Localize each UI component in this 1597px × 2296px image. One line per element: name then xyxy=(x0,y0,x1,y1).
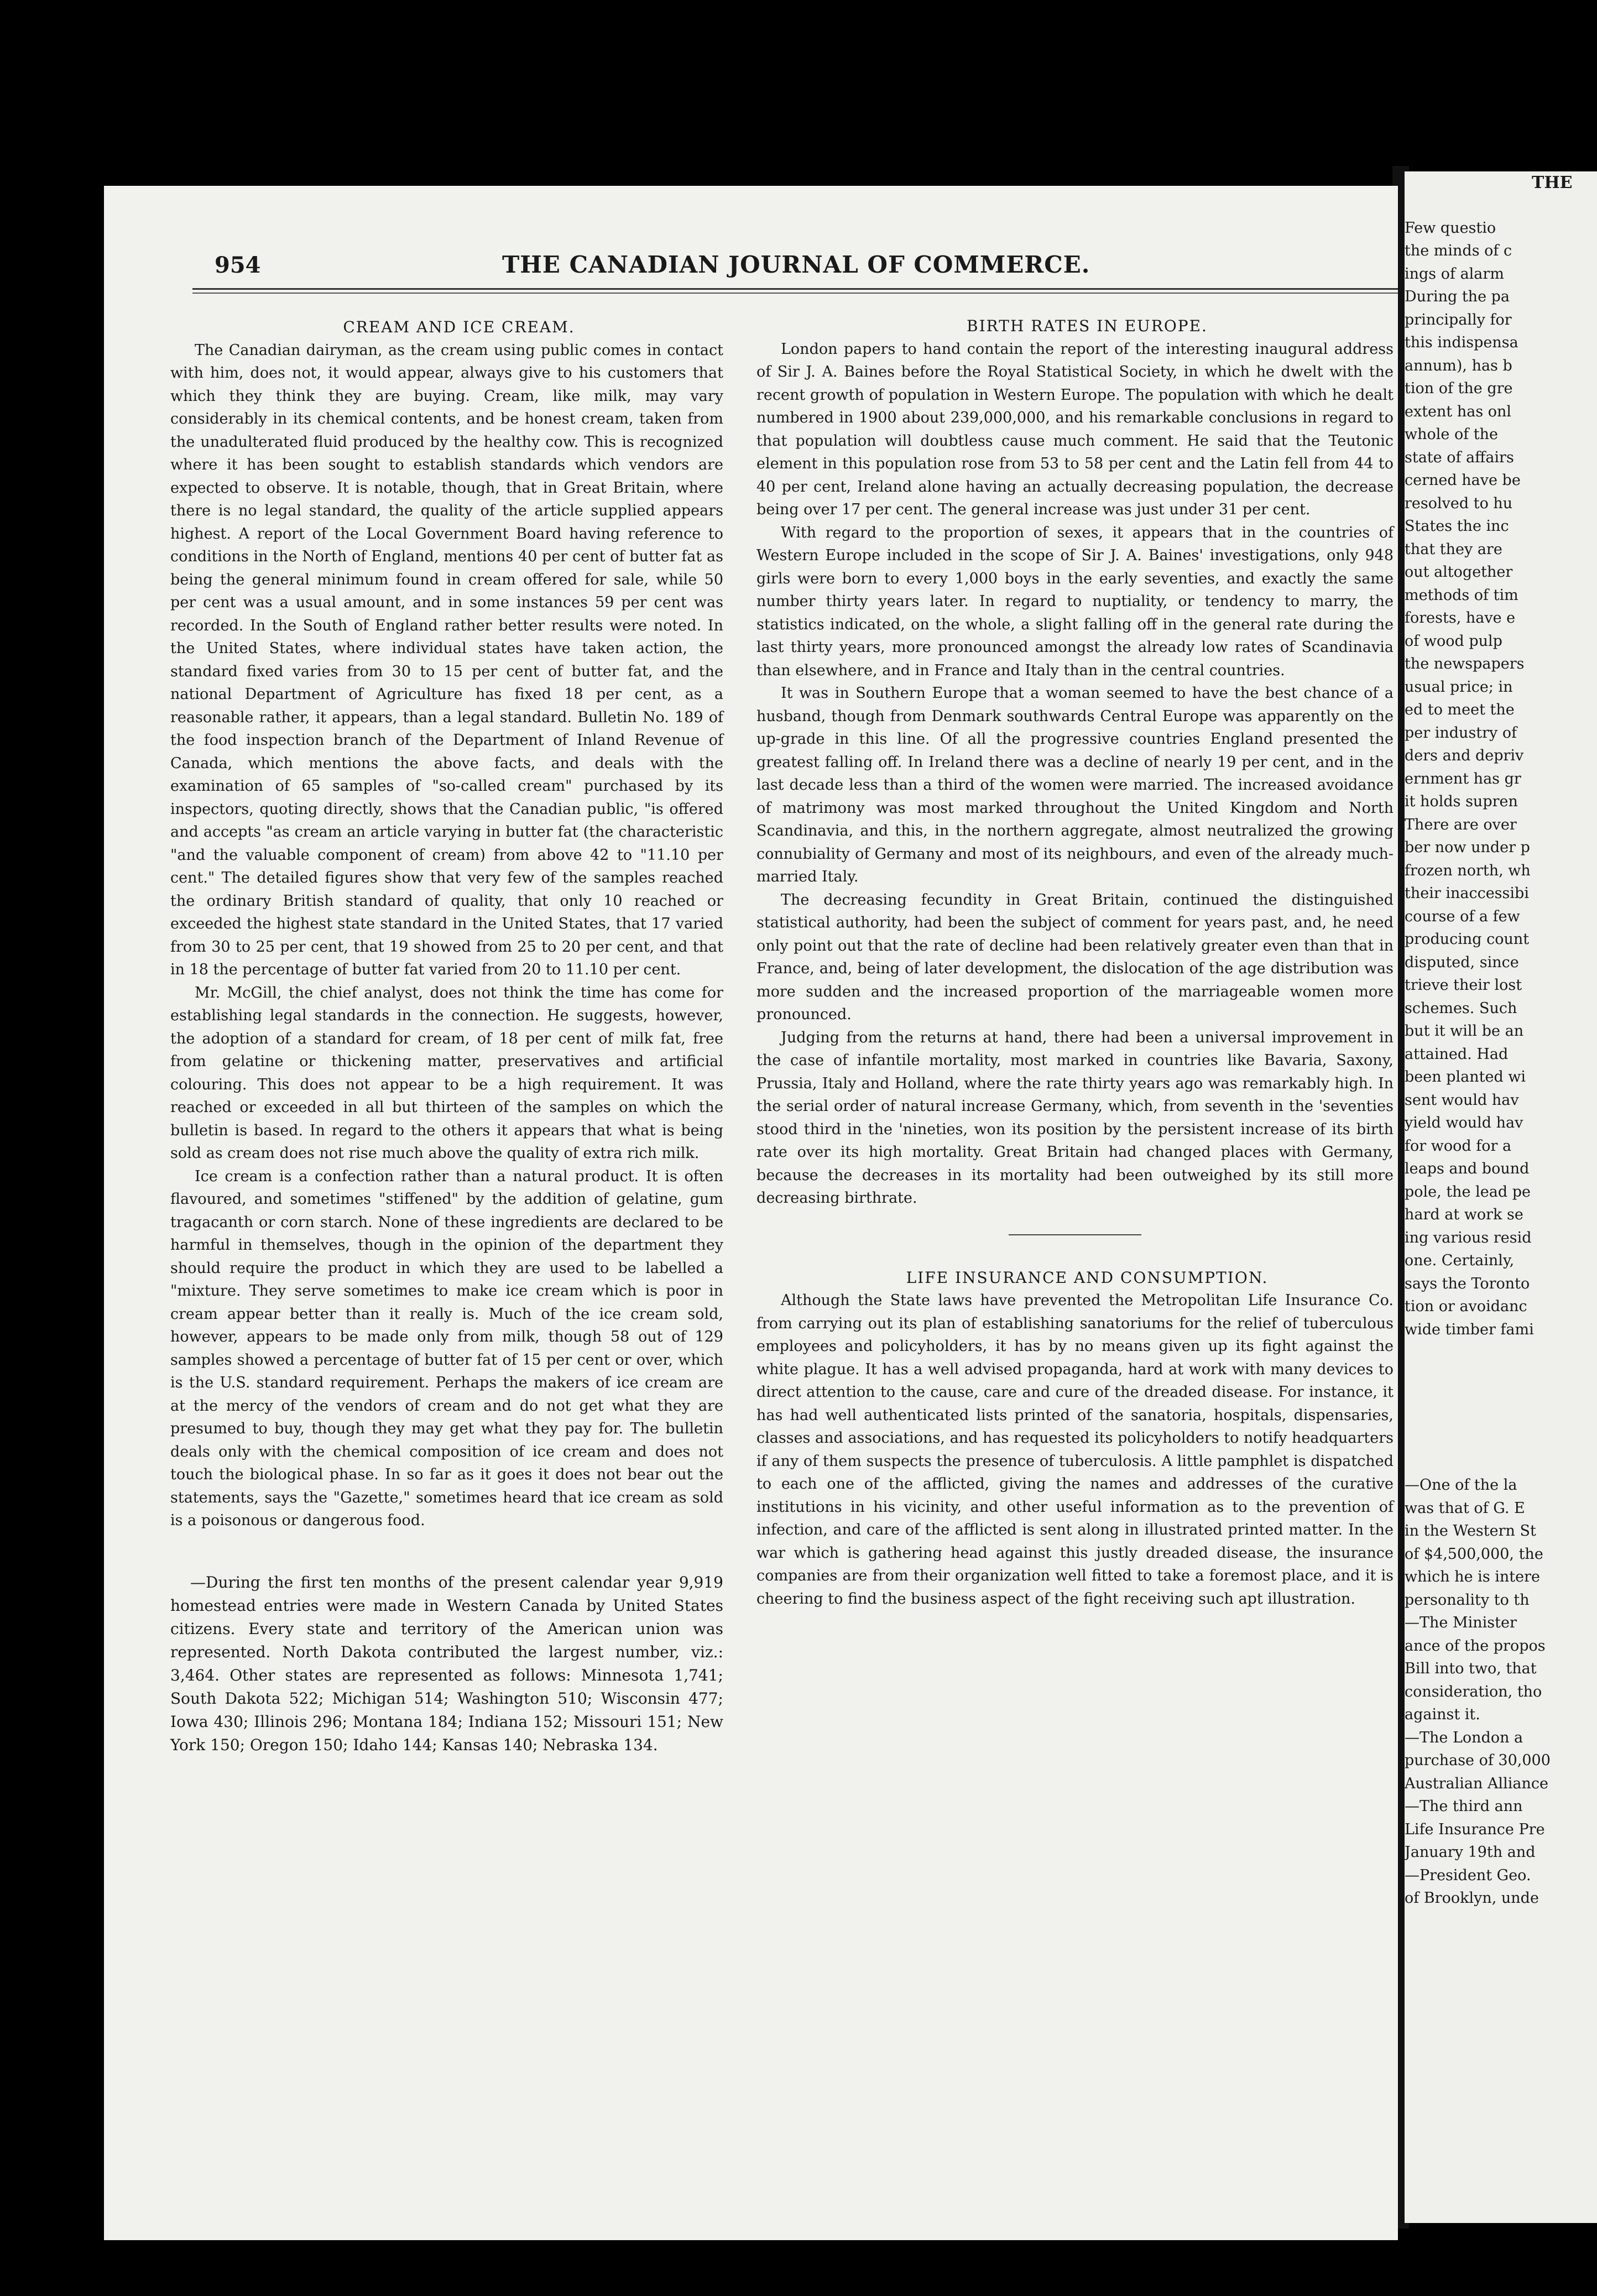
adjacent-lines-top xyxy=(1405,217,1597,1342)
article-heading-birth-rates: BIRTH RATES IN EUROPE. xyxy=(967,317,1208,335)
homestead-note xyxy=(170,1571,723,1757)
adjacent-line: pole, the lead pe xyxy=(1405,1183,1531,1201)
adjacent-line: says the Toronto xyxy=(1405,1275,1530,1292)
article-heading-cream: CREAM AND ICE CREAM. xyxy=(343,318,575,336)
adjacent-column-fragment xyxy=(1405,171,1597,1910)
adjacent-line: Australian Alliance xyxy=(1405,1775,1548,1792)
article-paragraph: Although the State laws have prevented the Metropolitan Life Insurance Co. from carrying out its plan of establishing sanatoriums for the relief of tuberculous employees and policyholders, it has by no means given up its fight against the white plague. It has a well advised propaganda, hard at work with many devices to direct attention to the cause, care and cure of the dreaded disease. For instance, it has had well authenticated lists printed of the sanatoria, hospitals, dispensaries, classes and associations, and has requested its policyholders to notify headquarters if any of them suspects the presence of tuberculosis. A little pamphlet is dispatched to each one of the afflicted, giving the names and addresses of the curative institutions in his vicinity, and other useful information as to the prevention of infection, and care of the afflicted is sent along in illustrated printed matter. In the war which is gathering head against this justly dreaded disease, the insurance companies are from their organization well fitted to take a foremost place, and it is cheering to find the business aspect of the fight receiving such apt illustration. xyxy=(756,1292,1394,1608)
article-paragraph: Judging from the returns at hand, there had been a universal improvement in the case of infantile mortality, most marked in countries like Bavaria, Saxony, Prussia, Italy and Holland, where the rate thirty years ago was remarkably high. In the serial order of natural increase Germany, which, from seventh in the 'seventies stood third in the 'nineties, won its position by the persistent increase of its birth rate over its high mortality. Great Britain had changed places with Germany, because the decreases in its mortality had been outweighed by its still more decreasing birthrate. xyxy=(756,1029,1394,1207)
adjacent-line: of Brooklyn, unde xyxy=(1405,1890,1539,1907)
adjacent-line: ernment has gr xyxy=(1405,770,1521,787)
adjacent-line: frozen north, wh xyxy=(1405,862,1531,879)
adjacent-line: forests, have e xyxy=(1405,609,1516,627)
page-number: 954 xyxy=(215,252,261,278)
adjacent-line: it holds supren xyxy=(1405,793,1518,810)
adjacent-line: hard at work se xyxy=(1405,1206,1523,1223)
section-divider xyxy=(1009,1234,1141,1235)
adjacent-line: tion or avoidanc xyxy=(1405,1298,1527,1315)
adjacent-line: purchase of 30,000 xyxy=(1405,1752,1551,1769)
adjacent-line: personality to th xyxy=(1405,1591,1530,1609)
adjacent-line: States the inc xyxy=(1405,518,1509,535)
adjacent-line: course of a few xyxy=(1405,907,1520,925)
journal-title: THE CANADIAN JOURNAL OF COMMERCE. xyxy=(502,251,1090,278)
adjacent-line: —One of the la xyxy=(1405,1476,1517,1494)
adjacent-line: tion of the gre xyxy=(1405,380,1513,397)
adjacent-line: usual price; in xyxy=(1405,678,1513,696)
adjacent-line: against it. xyxy=(1405,1706,1480,1723)
article-paragraph: Ice cream is a confection rather than a natural product. It is often flavoured, and sometimes "stiffened" by the addition of gelatine, gum tragacanth or corn starch. None of these ingredients are declared to be harmful in themselves, though in the opinion of the department they should require the product in which they are used to be labelled a "mixture. They serve sometimes to make ice cream which is poor in cream appear better than it really is. Much of the ice cream sold, however, appears to be made only from milk, though 58 out of 129 samples showed a percentage of butter fat of 15 per cent or over, which is the U.S. standard requirement. Perhaps the makers of ice cream are at the mercy of the vendors of cream and do not get what they are presumed to buy, though they may get what they pay for. The bulletin deals only with the chemical composition of ice cream and does not touch the biological phase. In so far as it goes it does not bear out the statements, says the "Gazette," sometimes heard that ice cream as sold is a poisonous or dangerous food. xyxy=(170,1167,723,1529)
adjacent-line: yield would hav xyxy=(1405,1114,1523,1131)
adjacent-line: this indispensa xyxy=(1405,334,1518,351)
article-paragraph: Mr. McGill, the chief analyst, does not think the time has come for establishing legal standards in the connection. He suggests, however, the adoption of a standard for cream, of 18 per cent of milk fat, free from gelatine or thickening matter, preservatives and artificial colouring. This does not appear to be a high requirement. It was reached or exceeded in all but thirteen of the samples on which the bulletin is based. In regard to the others it appears that what is being sold as cream does not rise much above the quality of extra rich milk. xyxy=(170,984,723,1162)
section-spacer xyxy=(170,1532,723,1571)
adjacent-line: producing count xyxy=(1405,931,1530,948)
adjacent-line: During the pa xyxy=(1405,288,1510,305)
adjacent-line: one. Certainly, xyxy=(1405,1252,1515,1269)
adjacent-line: of wood pulp xyxy=(1405,632,1502,650)
adjacent-line: annum), has b xyxy=(1405,357,1512,374)
adjacent-line: Few questio xyxy=(1405,219,1496,237)
adjacent-line: —President Geo. xyxy=(1405,1866,1531,1884)
adjacent-lines-bottom xyxy=(1405,1474,1597,1910)
adjacent-line: ance of the propos xyxy=(1405,1637,1546,1655)
adjacent-heading: THE xyxy=(1532,173,1573,192)
journal-page xyxy=(104,186,1398,2240)
adjacent-line: —The third ann xyxy=(1405,1798,1523,1815)
adjacent-line: which he is intere xyxy=(1405,1568,1540,1585)
adjacent-line: but it will be an xyxy=(1405,1022,1524,1040)
adjacent-line: of $4,500,000, the xyxy=(1405,1545,1543,1563)
header-rule xyxy=(192,288,1398,290)
adjacent-line: for wood for a xyxy=(1405,1137,1512,1155)
article-paragraph: It was in Southern Europe that a woman seemed to have the best chance of a husband, though from Denmark southwards Central Europe was apparently on the up-grade in this line. Of all the progressive countries England presented the greatest falling off. In Ireland there was a decline of nearly 19 per cent, and in the last decade less than a third of the women were married. The increased avoidance of matrimony was most marked throughout the United Kingdom and North Scandinavia, and this, in the northern aggregate, almost neutralized the growing connubiality of Germany and most of its neighbours, and even of the already much-married Italy. xyxy=(756,685,1394,885)
adjacent-line: ders and depriv xyxy=(1405,747,1524,764)
article-paragraph: London papers to hand contain the report of the interesting inaugural address of Sir J. A. Baines before the Royal Statistical Society, in which he dwelt with the recent growth of population in Western Europe. The population with which he dealt numbered in 1900 about 239,000,000, and his remarkable conclusions in regard to that population will doubtless cause much comment. He said that the Teutonic element in this population rose from 53 to 58 per cent and the Latin fell from 44 to 40 per cent, Ireland alone having an actually decreasing population, the decrease being over 17 per cent. The general increase was just under 31 per cent. xyxy=(756,340,1394,518)
column-left xyxy=(170,316,723,1757)
adjacent-spacer xyxy=(1405,1341,1597,1474)
adjacent-line: consideration, tho xyxy=(1405,1683,1542,1700)
adjacent-line: There are over xyxy=(1405,816,1517,833)
adjacent-line: that they are xyxy=(1405,540,1502,558)
adjacent-line: disputed, since xyxy=(1405,953,1519,971)
adjacent-line: January 19th and xyxy=(1405,1844,1536,1861)
adjacent-line: the minds of c xyxy=(1405,242,1512,259)
adjacent-line: been planted wi xyxy=(1405,1068,1526,1086)
adjacent-line: principally for xyxy=(1405,311,1512,328)
adjacent-line: per industry of xyxy=(1405,724,1517,742)
column-right xyxy=(756,315,1394,1610)
article-paragraph: The Canadian dairyman, as the cream using public comes in contact with him, does not, it would appear, always give to his customers that which they think they are buying. Cream, like milk, may vary considerably in its chemical contents, and be honest cream, taken from the unadulterated fluid produced by the healthy cow. This is recognized where it has been sought to establish standards which vendors are expected to observe. It is notable, though, that in Great Britain, where there is no legal standard, the quality of the article supplied appears highest. A report of the Local Government Board having reference to conditions in the North of England, mentions 40 per cent of butter fat as being the general minimum found in cream offered for sale, while 50 per cent was a usual amount, and in some instances 59 per cent was recorded. In the South of England rather better results were noted. In the United States, where individual states have taken action, the standard fixed varies from 30 to 15 per cent of butter fat, and the national Department of Agriculture has fixed 18 per cent, as a reasonable rather, it appears, than a legal standard. Bulletin No. 189 of the food inspection branch of the Department of Inland Revenue of Canada, which mentions the above facts, and deals with the examination of 65 samples of "so-called cream" purchased by its inspectors, quoting directly, shows that the Canadian public, "is offered and accepts "as cream an article varying in butter fat (the characteristic "and the valuable component of cream) from above 42 to "11.10 per cent." The detailed figures show that very few of the samples reached the ordinary British standard of quality, that only 10 reached or exceeded the highest state standard in the United States, that 17 varied from 30 to 25 per cent, that 19 showed from 25 to 20 per cent, and that in 18 the percentage of butter fat varied from 20 to 11.10 per cent. xyxy=(170,341,723,978)
adjacent-line: wide timber fami xyxy=(1405,1321,1534,1338)
adjacent-line: attained. Had xyxy=(1405,1045,1509,1063)
adjacent-line: —The London a xyxy=(1405,1729,1523,1746)
adjacent-line: in the Western St xyxy=(1405,1522,1536,1540)
adjacent-line: trieve their lost xyxy=(1405,977,1522,994)
adjacent-line: out altogether xyxy=(1405,563,1513,581)
adjacent-line: their inaccessibi xyxy=(1405,885,1529,902)
adjacent-line: ings of alarm xyxy=(1405,265,1504,283)
homestead-note-text: —During the first ten months of the present calendar year 9,919 homestead entries were made in Western Canada by United States citizens. Every state and territory of the American union was represented. North Dakota contributed the largest number, viz.: 3,464. Other states are represented as follows: Minnesota 1,741; South Dakota 522; Michigan 514; Washington 510; Wisconsin 477; Iowa 430; Illinois 296; Montana 184; Indiana 152; Missouri 151; New York 150; Oregon 150; Idaho 144; Kansas 140; Nebraska 134. xyxy=(170,1573,723,1754)
adjacent-line: schemes. Such xyxy=(1405,999,1517,1017)
adjacent-line: extent has onl xyxy=(1405,403,1512,420)
adjacent-line: leaps and bound xyxy=(1405,1160,1530,1177)
adjacent-line: —The Minister xyxy=(1405,1614,1517,1631)
adjacent-page-edge xyxy=(1405,171,1597,2223)
article-paragraph: The decreasing fecundity in Great Britain, continued the distinguished statistical authority, had been the subject of comment for years past, and, he need only point out that the rate of decline had been relatively greater even than that in France, and, being of later development, the dislocation of the age distribution was more sudden and the increased proportion of the marriageable women more pronounced. xyxy=(756,891,1394,1023)
adjacent-line: ber now under p xyxy=(1405,839,1530,856)
adjacent-line: ing various resid xyxy=(1405,1229,1532,1246)
adjacent-line: whole of the xyxy=(1405,426,1499,443)
adjacent-line: methods of tim xyxy=(1405,586,1518,604)
adjacent-line: cerned have be xyxy=(1405,472,1521,489)
adjacent-line: ed to meet the xyxy=(1405,701,1515,718)
header-rule-thin xyxy=(192,293,1398,294)
article-heading-life-insurance: LIFE INSURANCE AND CONSUMPTION. xyxy=(906,1268,1269,1287)
adjacent-line: sent would hav xyxy=(1405,1091,1519,1109)
adjacent-line: the newspapers xyxy=(1405,655,1525,672)
adjacent-line: Bill into two, that xyxy=(1405,1660,1537,1677)
article-paragraph: With regard to the proportion of sexes, it appears that in the countries of Western Europe included in the scope of Sir J. A. Baines' investigations, only 948 girls were born to every 1,000 boys in the early seventies, and exactly the same number thirty years later. In regard to nuptiality, or tendency to marry, the statistics indicated, on the whole, a slight falling off in the general rate during the last thirty years, more pronounced amongst the already low rates of Scandinavia than elsewhere, and in France and Italy than in the central countries. xyxy=(756,524,1394,679)
adjacent-line: state of affairs xyxy=(1405,448,1514,466)
adjacent-line: resolved to hu xyxy=(1405,494,1513,512)
adjacent-line: Life Insurance Pre xyxy=(1405,1820,1545,1838)
adjacent-line: was that of G. E xyxy=(1405,1499,1525,1517)
